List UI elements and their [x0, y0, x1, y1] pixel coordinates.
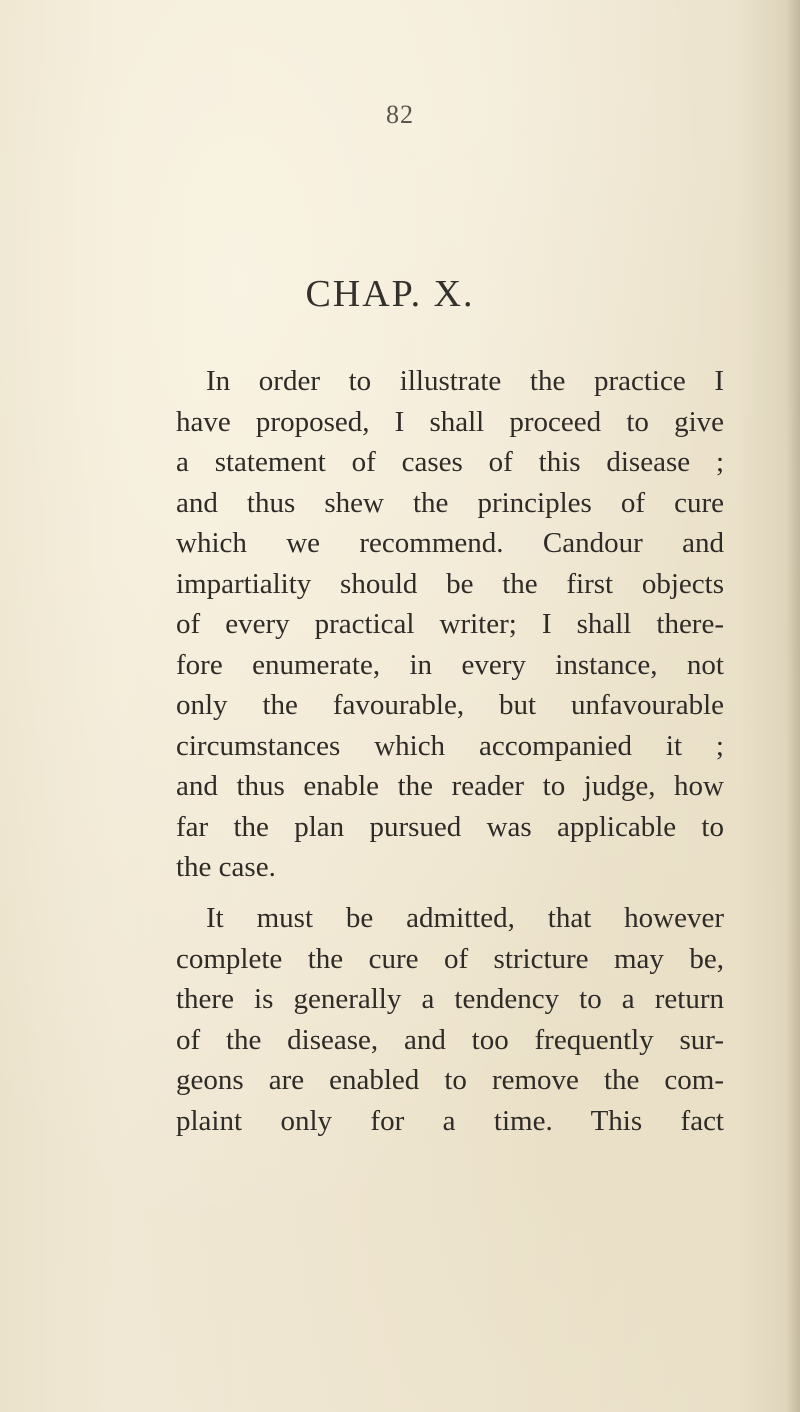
text-line: complete the cure of stricture may be,	[176, 942, 724, 975]
text-line: plaint only for a time. This fact	[176, 1104, 724, 1137]
page-edge-shadow	[786, 0, 800, 1412]
text-line: of the disease, and too frequently sur-	[176, 1023, 724, 1056]
text-line: fore enumerate, in every instance, not	[176, 648, 724, 681]
text-line: and thus enable the reader to judge, how	[176, 770, 724, 802]
text-line: geons are enabled to remove the com-	[176, 1064, 724, 1096]
text-line: a statement of cases of this disease ;	[176, 446, 724, 478]
text-line: the case.	[176, 851, 276, 883]
chapter-heading: CHAP. X.	[305, 273, 475, 315]
text-line: In order to illustrate the practice I	[206, 365, 724, 397]
page-number: 82	[386, 100, 414, 129]
text-line: there is generally a tendency to a return	[176, 983, 724, 1015]
text-line: circumstances which accompanied it ;	[176, 729, 724, 762]
paragraph-1	[176, 361, 724, 888]
text-line: only the favourable, but unfavourable	[176, 689, 724, 721]
text-line: far the plan pursued was applicable to	[176, 810, 724, 843]
text-line: impartiality should be the first objects	[176, 567, 724, 600]
text-line: It must be admitted, that however	[206, 902, 724, 934]
text-line: which we recommend. Candour and	[176, 527, 724, 559]
text-line: have proposed, I shall proceed to give	[176, 405, 724, 438]
paragraph-2	[176, 898, 724, 1141]
text-line: and thus shew the principles of cure	[176, 486, 724, 519]
text-line: of every practical writer; I shall there-	[176, 608, 724, 640]
